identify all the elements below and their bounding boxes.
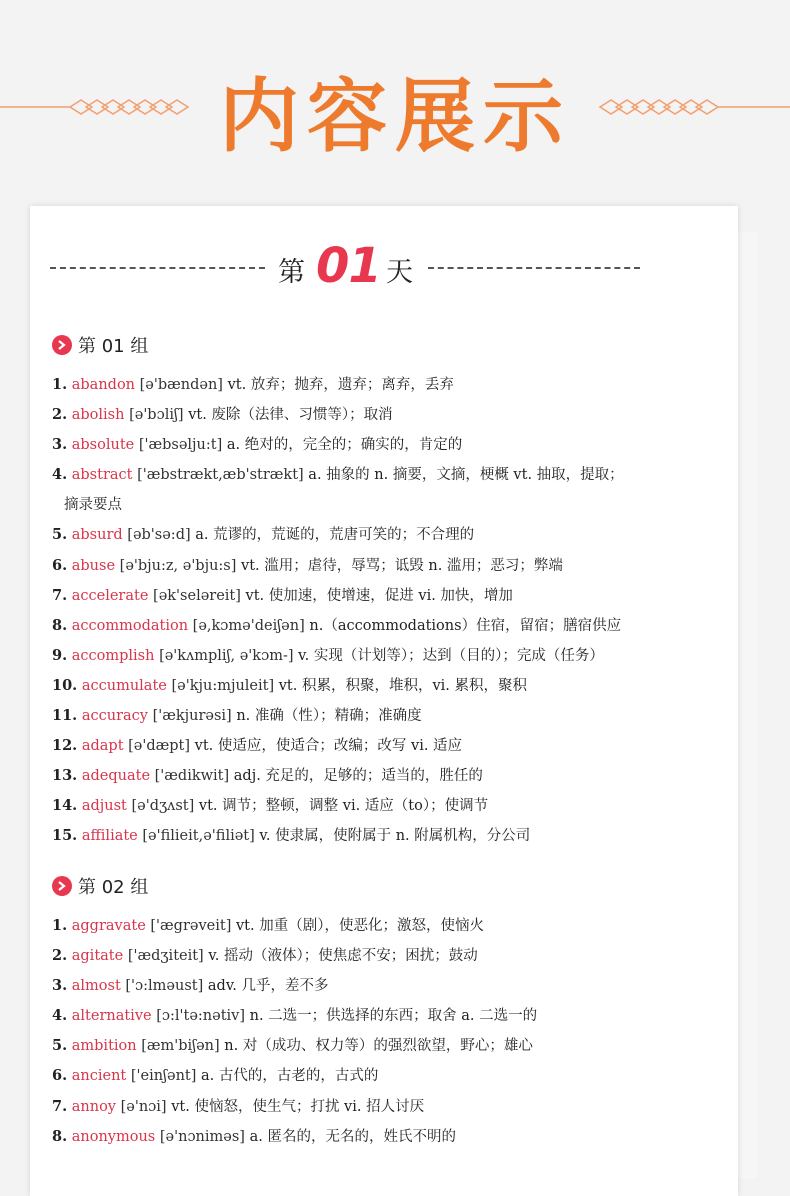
entry-number: 5.: [52, 526, 68, 544]
entry-definition: v. 使隶属，使附属于 n. 附属机构，分公司: [259, 828, 531, 845]
list-item: [52, 761, 652, 791]
entry-definition: vt. 使恼怒，使生气；打扰 vi. 招人讨厌: [171, 1098, 425, 1115]
entry-word: aggravate: [71, 918, 146, 934]
entry-definition: vt. 加重（剧），使恶化；激怒，使恼火: [235, 918, 484, 934]
list-item: [52, 460, 652, 520]
entry-definition: vt. 放弃；抛弃，遗弃；离弃，丢弃: [227, 377, 454, 393]
entry-phonetic: ['ædʒiteit]: [127, 948, 204, 965]
entry-number: 3.: [52, 436, 68, 454]
entry-number: 1.: [52, 376, 68, 393]
entry-phonetic: [ə'bju:z, ə'bju:s]: [119, 557, 237, 574]
word-list: [52, 911, 652, 1152]
entry-number: 14.: [52, 797, 78, 815]
entry-definition: a. 荒谬的，荒诞的，荒唐可笑的；不合理的: [195, 527, 475, 544]
entry-phonetic: [ɔ:l'tə:nətiv]: [156, 1008, 246, 1025]
entry-phonetic: [ə'dæpt]: [128, 738, 191, 755]
list-item: [52, 821, 652, 851]
entry-number: 4.: [52, 466, 68, 484]
list-item: [52, 520, 652, 550]
day-prefix: 第: [278, 257, 305, 288]
entry-number: 1.: [52, 917, 68, 934]
entry-word: absurd: [71, 527, 123, 544]
entry-phonetic: ['ædikwit]: [154, 768, 230, 785]
banner: [0, 0, 790, 200]
entry-word: abuse: [71, 557, 116, 574]
list-item: [52, 1001, 652, 1031]
banner-title: 内容展示: [219, 70, 571, 163]
entry-definition: n.（accommodations）住宿，留宿；膳宿供应: [309, 617, 622, 634]
entry-definition: v. 实现（计划等）；达到（目的）；完成（任务）: [298, 647, 604, 664]
arrow-right-icon: [52, 335, 72, 355]
list-item: [52, 551, 652, 581]
entry-phonetic: [æm'biʃən]: [141, 1038, 220, 1055]
ornament-right-icon: [598, 96, 790, 118]
entry-number: 11.: [52, 707, 78, 725]
list-item: [52, 1031, 652, 1061]
entry-word: accelerate: [71, 587, 149, 604]
list-item: [52, 400, 652, 430]
divider-left: [50, 267, 265, 269]
entry-phonetic: ['ɔ:lməust]: [125, 978, 204, 995]
entry-number: 6.: [52, 1067, 68, 1085]
entry-number: 7.: [52, 1097, 68, 1115]
entry-number: 7.: [52, 586, 68, 604]
list-item: [52, 611, 652, 641]
entry-word: accommodation: [71, 617, 189, 634]
day-suffix: 天: [386, 257, 413, 288]
entry-definition: adv. 几乎，差不多: [207, 978, 329, 995]
entry-phonetic: ['ægrəveit]: [150, 918, 232, 934]
entry-phonetic: [ə,kɔmə'deiʃən]: [192, 617, 305, 634]
arrow-right-icon: [52, 876, 72, 896]
entry-phonetic: [ə'filieit,ə'filiət]: [142, 828, 255, 845]
entry-definition: adj. 充足的，足够的；适当的，胜任的: [233, 768, 483, 785]
entry-definition: v. 摇动（液体）；使焦虑不安；困扰；鼓动: [208, 948, 478, 965]
entry-number: 8.: [52, 616, 68, 634]
entry-definition: a. 抽象的 n. 摘要，文摘，梗概 vt. 抽取，提取；: [308, 467, 624, 484]
entry-word: ancient: [71, 1068, 127, 1085]
entry-number: 2.: [52, 947, 68, 965]
entry-word: accumulate: [81, 677, 167, 694]
list-item: [52, 1092, 652, 1122]
entry-number: 10.: [52, 676, 78, 694]
word-list: [52, 370, 652, 852]
entry-word: agitate: [71, 948, 124, 965]
list-item: [52, 430, 652, 460]
entry-number: 3.: [52, 977, 68, 995]
entry-word: almost: [71, 978, 121, 995]
group-header: [52, 873, 148, 899]
divider-right: [428, 267, 640, 269]
entry-word: accuracy: [81, 708, 148, 725]
list-item: [52, 671, 652, 701]
entry-number: 2.: [52, 406, 68, 424]
entry-word: abandon: [71, 377, 136, 393]
entry-number: 5.: [52, 1037, 68, 1055]
entry-definition: n. 二选一；供选择的东西；取舍 a. 二选一的: [249, 1008, 538, 1025]
entry-phonetic: [ə'nɔniməs]: [159, 1128, 245, 1145]
entry-word: abstract: [71, 467, 133, 484]
entry-definition: vt. 使加速，使增速，促进 vi. 加快，增加: [245, 587, 513, 604]
entry-word: absolute: [71, 437, 135, 454]
list-item: [52, 641, 652, 671]
entry-phonetic: [ə'nɔi]: [120, 1098, 167, 1115]
entry-phonetic: [ə'bændən]: [139, 377, 223, 393]
entry-phonetic: [ə'kʌmpliʃ, ə'kɔm-]: [159, 647, 294, 664]
entry-definition: vt. 废除（法律、习惯等）；取消: [188, 407, 393, 424]
entry-definition-continued: 摘录要点: [64, 497, 122, 514]
list-item: [52, 941, 652, 971]
entry-phonetic: ['ækjurəsi]: [152, 708, 232, 725]
page-edge: [736, 232, 758, 1179]
list-item: [52, 731, 652, 761]
entry-word: accomplish: [71, 647, 155, 664]
entry-word: abolish: [71, 407, 125, 424]
list-item: [52, 370, 652, 400]
list-item: [52, 911, 652, 941]
entry-number: 4.: [52, 1007, 68, 1025]
entry-phonetic: [ək'seləreit]: [153, 587, 241, 604]
entry-definition: vt. 调节；整顿，调整 vi. 适应（to）；使调节: [198, 798, 489, 815]
list-item: [52, 791, 652, 821]
group-header: [52, 332, 148, 358]
entry-definition: vt. 使适应，使适合；改编；改写 vi. 适应: [194, 738, 463, 755]
entry-definition: n. 对（成功、权力等）的强烈欲望，野心；雄心: [224, 1038, 533, 1055]
entry-definition: a. 匿名的，无名的，姓氏不明的: [249, 1128, 456, 1145]
entry-phonetic: [ə'kju:mjuleit]: [171, 677, 275, 694]
entry-number: 15.: [52, 827, 78, 845]
list-item: [52, 1061, 652, 1091]
entry-number: 6.: [52, 556, 68, 574]
entry-word: alternative: [71, 1008, 152, 1025]
entry-word: annoy: [71, 1098, 116, 1115]
entry-definition: a. 绝对的，完全的；确实的，肯定的: [226, 437, 463, 454]
group-title: 第 02 组: [78, 877, 149, 898]
list-item: [52, 581, 652, 611]
entry-word: adapt: [81, 738, 124, 755]
entry-word: adequate: [81, 768, 151, 785]
group-title: 第 01 组: [78, 336, 149, 357]
entry-phonetic: [ə'bɔliʃ]: [129, 407, 184, 424]
entry-phonetic: ['æbstrækt,æb'strækt]: [137, 467, 304, 484]
entry-word: ambition: [71, 1038, 137, 1055]
entry-definition: a. 古代的，古老的，古式的: [201, 1068, 379, 1085]
entry-phonetic: ['einʃənt]: [130, 1068, 197, 1085]
entry-phonetic: [ə'dʒʌst]: [131, 798, 195, 815]
entry-word: adjust: [81, 798, 127, 815]
list-item: [52, 971, 652, 1001]
entry-number: 9.: [52, 646, 68, 664]
entry-number: 12.: [52, 737, 78, 755]
entry-number: 8.: [52, 1127, 68, 1145]
list-item: [52, 701, 652, 731]
entry-phonetic: ['æbsəlju:t]: [138, 437, 223, 454]
list-item: [52, 1122, 652, 1152]
entry-phonetic: [əb'sə:d]: [127, 527, 191, 544]
entry-definition: vt. 积累，积聚，堆积，vi. 累积，聚积: [278, 677, 528, 694]
entry-word: affiliate: [81, 828, 138, 845]
entry-number: 13.: [52, 767, 78, 785]
entry-definition: vt. 滥用；虐待，辱骂；诋毁 n. 滥用；恶习；弊端: [241, 557, 563, 574]
entry-definition: n. 准确（性）；精确；准确度: [236, 708, 422, 725]
entry-word: anonymous: [71, 1128, 156, 1145]
day-number: 01: [316, 238, 381, 294]
